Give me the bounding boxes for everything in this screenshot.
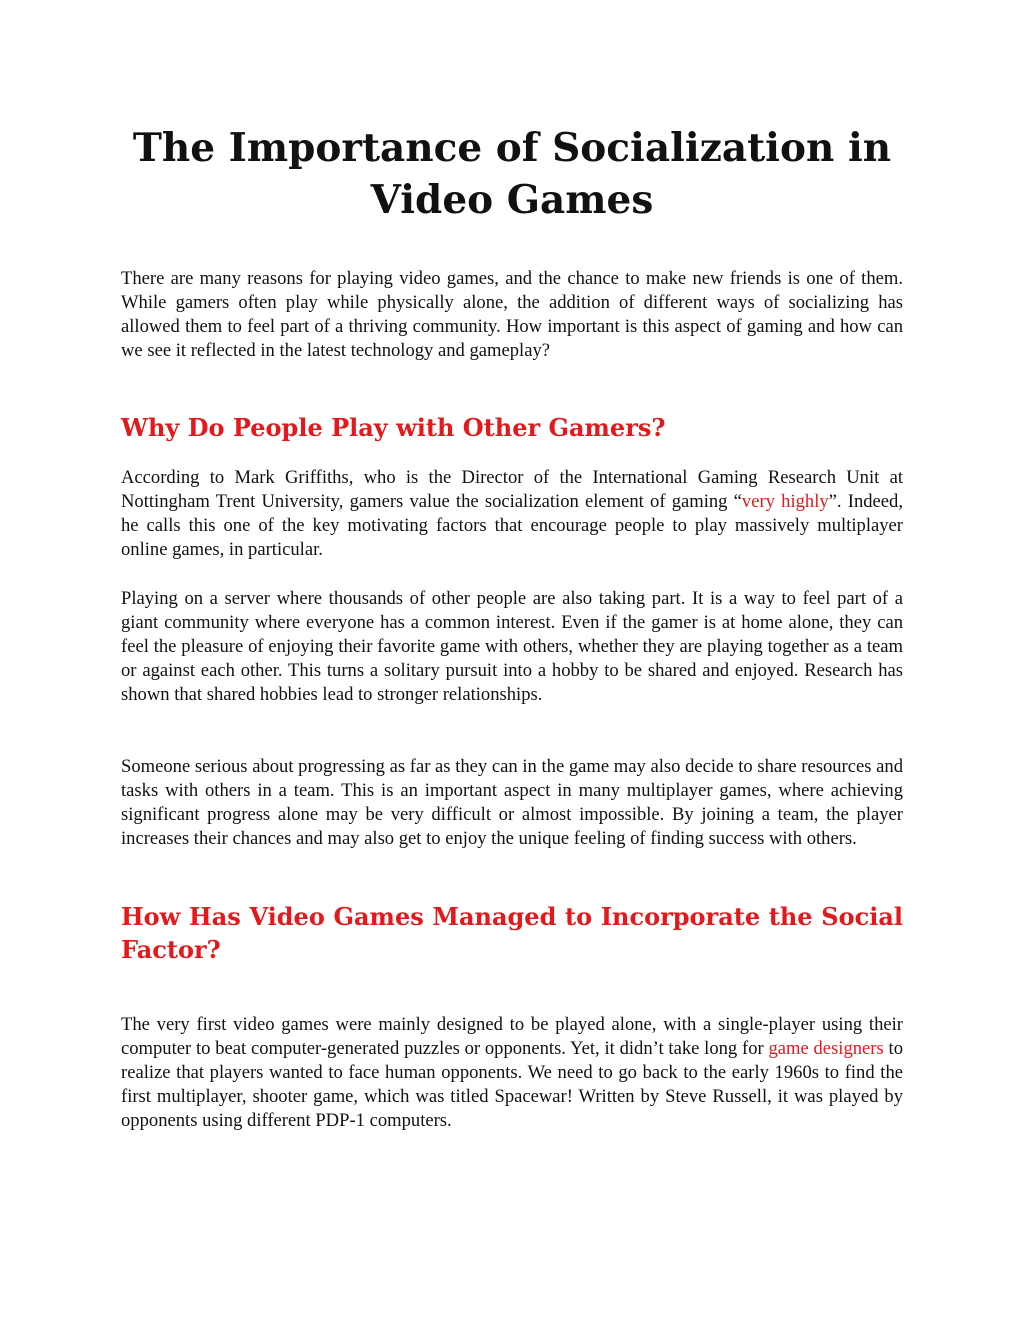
section-heading-why-play: Why Do People Play with Other Gamers? (121, 413, 666, 442)
griffiths-paragraph (121, 466, 903, 562)
history-paragraph (121, 1013, 903, 1133)
section-heading-social-factor: How Has Video Games Managed to Incorporate the Social Factor? (121, 902, 903, 964)
server-community-paragraph: Playing on a server where thousands of other people are also taking part. It is a way to feel part of a giant community where everyone has a common interest. Even if the gamer is at home alone, they can feel the pleasure of enjoying their favorite game with others, whether they are playing together as a team or against each other. This turns a solitary pursuit into a hobby to be shared and enjoyed. Research has shown that shared hobbies lead to stronger relationships. (121, 588, 903, 705)
document-title: The Importance of Socialization in Video Games (132, 125, 892, 223)
griffiths-text-before: According to Mark Griffiths, who is the Director of the International Gaming Research Unit at Nottingham Trent University, gamers value the socialization element of gaming “ (121, 467, 903, 512)
team-progress-paragraph: Someone serious about progressing as far as they can in the game may also decide to share resources and tasks with others in a team. This is an important aspect in many multiplayer games, where achieving significant progress alone may be very difficult or almost impossible. By joining a team, the player increases their chances and may also get to enjoy the unique feeling of finding success with others. (121, 756, 903, 849)
game-designers-link[interactable]: game designers (768, 1038, 884, 1059)
griffiths-text-after: ”. Indeed, he calls this one of the key motivating factors that encourage people to play massively multiplayer online games, in particular. (121, 491, 903, 560)
intro-paragraph: There are many reasons for playing video games, and the chance to make new friends is one of them. While gamers often play while physically alone, the addition of different ways of socializing has allowed them to feel part of a thriving community. How important is this aspect of gaming and how can we see it reflected in the latest technology and gameplay? (121, 268, 903, 361)
history-text-before: The very first video games were mainly designed to be played alone, with a single-player using their computer to beat computer-generated puzzles or opponents. Yet, it didn’t take long for (121, 1014, 903, 1059)
very-highly-link[interactable]: very highly (741, 491, 829, 512)
history-text-after: to realize that players wanted to face human opponents. We need to go back to the early 1960s to find the first multiplayer, shooter game, which was titled Spacewar! Written by Steve Russell, it was played by opponents using different PDP-1 computers. (121, 1038, 903, 1131)
